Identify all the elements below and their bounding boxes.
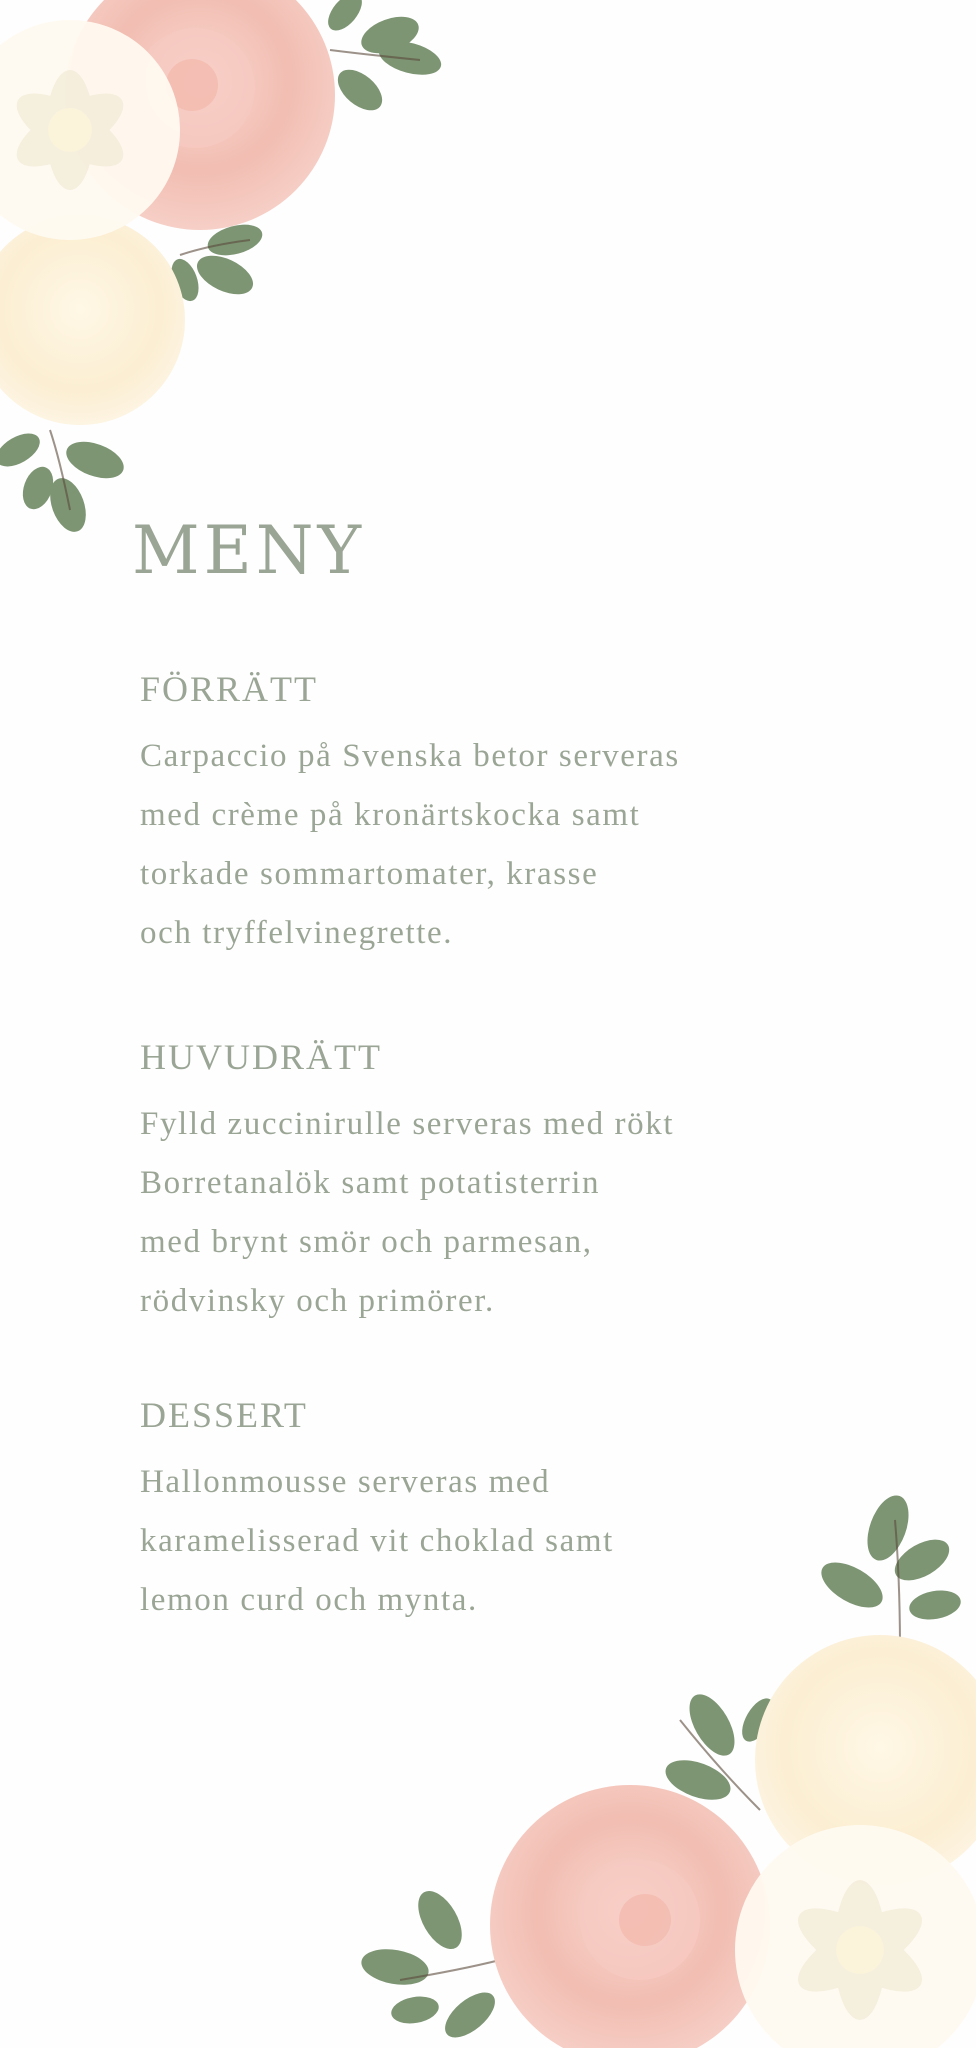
dish-description-line: och tryffelvinegrette.	[140, 915, 454, 952]
menu-section-huvudratt	[140, 1036, 840, 1331]
dish-description-line: Fylld zuccinirulle serveras med rökt	[140, 1106, 675, 1143]
dish-description-line: karamelisserad vit choklad samt	[140, 1523, 614, 1560]
dish-description-line: med brynt smör och parmesan,	[140, 1224, 593, 1261]
dish-description-line: lemon curd och mynta.	[140, 1582, 478, 1619]
section-heading: FÖRRÄTT	[140, 669, 319, 709]
dish-description-line: torkade sommartomater, krasse	[140, 856, 599, 893]
dish-description-line: Hallonmousse serveras med	[140, 1464, 551, 1501]
section-heading: DESSERT	[140, 1395, 308, 1435]
dish-description-line: Borretanalök samt potatisterrin	[140, 1165, 601, 1202]
dish-description-line: rödvinsky och primörer.	[140, 1283, 495, 1320]
section-heading: HUVUDRÄTT	[140, 1037, 382, 1077]
menu-section-forratt	[140, 668, 840, 963]
dish-description-line: med crème på kronärtskocka samt	[140, 797, 641, 834]
menu-title: MENY	[132, 512, 366, 589]
dish-description-line: Carpaccio på Svenska betor serveras	[140, 738, 680, 775]
menu-section-dessert	[140, 1394, 840, 1630]
floral-decoration-top-left	[0, 0, 460, 560]
